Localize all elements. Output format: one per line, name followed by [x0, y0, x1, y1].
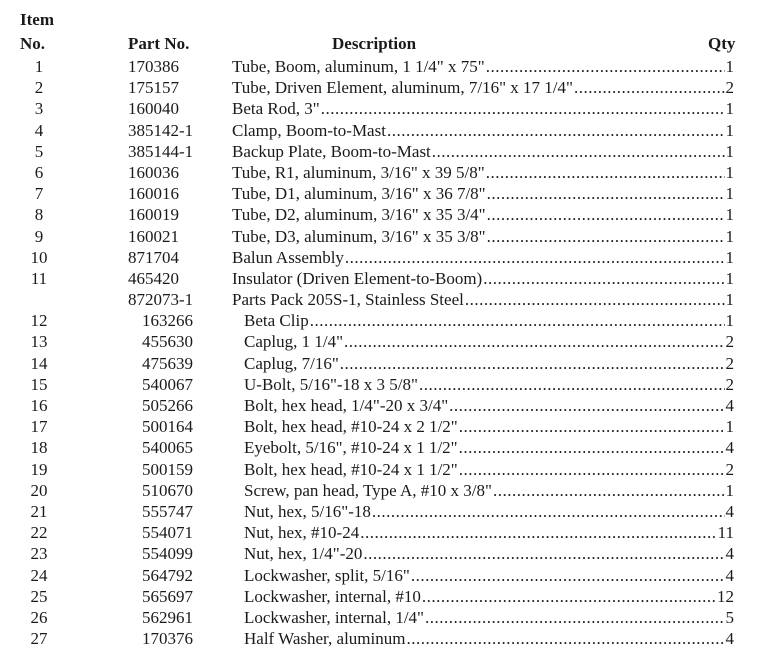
- quantity: 1: [725, 141, 734, 161]
- part-number: 505266: [142, 396, 193, 415]
- part-number: 160021: [128, 226, 179, 246]
- description-cell: [232, 204, 734, 225]
- description-text: Bolt, hex head, #10-24 x 2 1/2": [244, 417, 458, 437]
- description-cell: [244, 416, 734, 437]
- dot-leader: [487, 226, 725, 247]
- dot-leader: [449, 395, 724, 416]
- item-number: 11: [30, 268, 48, 288]
- description-text: Half Washer, aluminum: [244, 629, 406, 649]
- quantity: 1: [725, 311, 734, 331]
- quantity: 1: [725, 290, 734, 310]
- item-number: 18: [30, 438, 48, 458]
- description-cell: [232, 77, 734, 98]
- part-number: 175157: [128, 78, 179, 98]
- description-cell: [232, 247, 734, 268]
- quantity: 1: [725, 268, 734, 288]
- description-cell: [244, 310, 734, 331]
- table-row: [0, 437, 762, 458]
- item-number: 20: [30, 480, 48, 500]
- item-number: 25: [30, 586, 48, 606]
- dot-leader: [487, 183, 725, 204]
- part-number: 160016: [128, 184, 179, 204]
- dot-leader: [459, 459, 725, 480]
- part-number: 163266: [142, 311, 193, 331]
- item-number: 19: [30, 459, 48, 479]
- part-number: 554071: [142, 523, 193, 543]
- dot-leader: [406, 628, 724, 649]
- part-number: 872073-1: [128, 290, 194, 310]
- dot-leader: [360, 522, 716, 543]
- dot-leader: [459, 437, 725, 458]
- description-text: Tube, R1, aluminum, 3/16" x 39 5/8": [232, 162, 485, 182]
- description-text: Eyebolt, 5/16", #10-24 x 1 1/2": [244, 438, 458, 458]
- description-cell: [232, 56, 734, 77]
- description-text: Parts Pack 205S-1, Stainless Steel: [232, 290, 464, 310]
- item-number: 16: [30, 396, 48, 415]
- item-number: 15: [30, 374, 48, 394]
- table-row: [0, 289, 762, 310]
- description-cell: [244, 628, 734, 649]
- part-number: 170376: [142, 629, 193, 649]
- dot-leader: [465, 289, 725, 310]
- description-cell: [244, 480, 734, 501]
- dot-leader: [425, 607, 725, 628]
- quantity: 1: [725, 480, 734, 500]
- description-text: Beta Rod, 3": [232, 99, 320, 119]
- item-number: 10: [30, 247, 48, 267]
- quantity: 2: [725, 374, 734, 394]
- description-cell: [244, 586, 734, 607]
- dot-leader: [486, 162, 725, 183]
- table-row: [0, 522, 762, 543]
- item-number: 14: [30, 353, 48, 373]
- description-cell: [244, 543, 734, 564]
- quantity: 2: [725, 353, 734, 373]
- item-number: 26: [30, 607, 48, 627]
- quantity: 1: [725, 226, 734, 246]
- table-row: [0, 395, 762, 416]
- description-text: Nut, hex, 1/4"-20: [244, 544, 363, 564]
- quantity: 4: [725, 629, 734, 649]
- part-number: 555747: [142, 501, 193, 521]
- table-row: [0, 353, 762, 374]
- dot-leader: [432, 141, 725, 162]
- item-number: 5: [34, 141, 44, 161]
- header-qty: Qty: [708, 34, 736, 53]
- dot-leader: [459, 416, 725, 437]
- part-number: 540067: [142, 374, 193, 394]
- description-cell: [232, 141, 734, 162]
- description-text: Tube, D2, aluminum, 3/16" x 35 3/4": [232, 205, 486, 225]
- quantity: 1: [725, 184, 734, 204]
- table-row: [0, 56, 762, 77]
- header-description: Description: [332, 34, 417, 53]
- table-row: [0, 310, 762, 331]
- header-part-no: Part No.: [128, 34, 190, 53]
- quantity: 5: [725, 607, 734, 627]
- table-row: [0, 183, 762, 204]
- table-row: [0, 459, 762, 480]
- description-text: Screw, pan head, Type A, #10 x 3/8": [244, 480, 492, 500]
- description-text: Nut, hex, #10-24: [244, 523, 360, 543]
- description-text: Bolt, hex head, #10-24 x 1 1/2": [244, 459, 458, 479]
- dot-leader: [486, 56, 725, 77]
- description-cell: [232, 183, 734, 204]
- quantity: 4: [725, 544, 734, 564]
- description-cell: [244, 607, 734, 628]
- quantity: 4: [725, 396, 734, 415]
- dot-leader: [363, 543, 724, 564]
- item-number: 9: [34, 226, 44, 246]
- table-row: [0, 607, 762, 628]
- description-text: Tube, Driven Element, aluminum, 7/16" x 17 1/4": [232, 78, 573, 98]
- item-number: 17: [30, 417, 48, 437]
- quantity: 12: [717, 586, 734, 606]
- quantity: 4: [725, 501, 734, 521]
- description-text: Clamp, Boom-to-Mast: [232, 120, 386, 140]
- part-number: 385142-1: [128, 120, 194, 140]
- description-text: Balun Assembly: [232, 247, 344, 267]
- description-text: Caplug, 1 1/4": [244, 332, 344, 352]
- table-row: [0, 268, 762, 289]
- description-text: Lockwasher, split, 5/16": [244, 565, 410, 585]
- quantity: 1: [725, 120, 734, 140]
- part-number: 455630: [142, 332, 193, 352]
- description-cell: [244, 459, 734, 480]
- description-text: U-Bolt, 5/16"-18 x 3 5/8": [244, 374, 418, 394]
- part-number: 170386: [128, 57, 179, 76]
- dot-leader: [310, 310, 725, 331]
- description-text: Beta Clip: [244, 311, 309, 331]
- description-cell: [232, 162, 734, 183]
- table-row: [0, 416, 762, 437]
- part-number: 540065: [142, 438, 193, 458]
- item-number: 22: [30, 523, 48, 543]
- item-number: 7: [34, 184, 44, 204]
- item-number: 1: [34, 57, 44, 76]
- dot-leader: [487, 204, 725, 225]
- description-text: Nut, hex, 5/16"-18: [244, 501, 371, 521]
- part-number: 871704: [128, 247, 179, 267]
- table-row: [0, 162, 762, 183]
- quantity: 2: [725, 78, 734, 98]
- table-row: [0, 331, 762, 352]
- quantity: 11: [717, 523, 734, 543]
- part-number: 160019: [128, 205, 179, 225]
- item-number: 3: [34, 99, 44, 119]
- item-number: 24: [30, 565, 48, 585]
- description-cell: [244, 374, 734, 395]
- header-item-no: No.: [20, 34, 46, 53]
- description-text: Bolt, hex head, 1/4"-20 x 3/4": [244, 396, 449, 415]
- description-cell: [244, 353, 734, 374]
- quantity: 2: [725, 459, 734, 479]
- table-row: [0, 141, 762, 162]
- description-text: Tube, D1, aluminum, 3/16" x 36 7/8": [232, 184, 486, 204]
- table-row: [0, 204, 762, 225]
- description-text: Lockwasher, internal, 1/4": [244, 607, 424, 627]
- header-item: Item: [20, 10, 54, 29]
- table-row: [0, 480, 762, 501]
- part-number: 510670: [142, 480, 193, 500]
- description-text: Backup Plate, Boom-to-Mast: [232, 141, 431, 161]
- dot-leader: [387, 120, 725, 141]
- part-number: 565697: [142, 586, 193, 606]
- part-number: 465420: [128, 268, 179, 288]
- dot-leader: [493, 480, 725, 501]
- dot-leader: [344, 331, 724, 352]
- dot-leader: [345, 247, 725, 268]
- description-cell: [244, 522, 734, 543]
- item-number: 8: [34, 205, 44, 225]
- table-row: [0, 543, 762, 564]
- description-cell: [244, 331, 734, 352]
- dot-leader: [411, 565, 725, 586]
- quantity: 1: [725, 162, 734, 182]
- item-number: 12: [30, 311, 48, 331]
- quantity: 1: [725, 247, 734, 267]
- table-row: [0, 247, 762, 268]
- quantity: 2: [725, 332, 734, 352]
- dot-leader: [574, 77, 725, 98]
- item-number: 27: [30, 629, 48, 649]
- table-row: [0, 628, 762, 649]
- description-cell: [244, 437, 734, 458]
- quantity: 1: [725, 205, 734, 225]
- part-number: 160036: [128, 162, 179, 182]
- quantity: 1: [725, 417, 734, 437]
- dot-leader: [340, 353, 725, 374]
- description-cell: [244, 501, 734, 522]
- dot-leader: [419, 374, 725, 395]
- table-row: [0, 226, 762, 247]
- table-row: [0, 586, 762, 607]
- description-text: Tube, D3, aluminum, 3/16" x 35 3/8": [232, 226, 486, 246]
- table-row: [0, 501, 762, 522]
- description-cell: [244, 395, 734, 416]
- quantity: 4: [725, 565, 734, 585]
- table-row: [0, 98, 762, 119]
- item-number: 13: [30, 332, 48, 352]
- part-number: 564792: [142, 565, 193, 585]
- part-number: 554099: [142, 544, 193, 564]
- item-number: 21: [30, 501, 48, 521]
- description-cell: [244, 565, 734, 586]
- description-cell: [232, 268, 734, 289]
- description-cell: [232, 98, 734, 119]
- part-number: 500159: [142, 459, 193, 479]
- item-number: 2: [34, 78, 44, 98]
- item-number: 23: [30, 544, 48, 564]
- description-cell: [232, 289, 734, 310]
- part-number: 500164: [142, 417, 193, 437]
- description-text: Tube, Boom, aluminum, 1 1/4" x 75": [232, 57, 485, 76]
- description-text: Insulator (Driven Element-to-Boom): [232, 268, 483, 288]
- quantity: 1: [725, 99, 734, 119]
- dot-leader: [422, 586, 716, 607]
- item-number: 4: [34, 120, 44, 140]
- item-number: 6: [34, 162, 44, 182]
- part-number: 475639: [142, 353, 193, 373]
- dot-leader: [372, 501, 725, 522]
- quantity: 4: [725, 438, 734, 458]
- description-cell: [232, 226, 734, 247]
- dot-leader: [321, 98, 725, 119]
- table-row: [0, 120, 762, 141]
- description-cell: [232, 120, 734, 141]
- description-text: Caplug, 7/16": [244, 353, 339, 373]
- dot-leader: [483, 268, 724, 289]
- part-number: 562961: [142, 607, 193, 627]
- table-row: [0, 565, 762, 586]
- quantity: 1: [725, 57, 734, 76]
- table-row: [0, 77, 762, 98]
- description-text: Lockwasher, internal, #10: [244, 586, 421, 606]
- parts-table-body: [0, 56, 762, 649]
- table-row: [0, 374, 762, 395]
- part-number: 385144-1: [128, 141, 194, 161]
- part-number: 160040: [128, 99, 179, 119]
